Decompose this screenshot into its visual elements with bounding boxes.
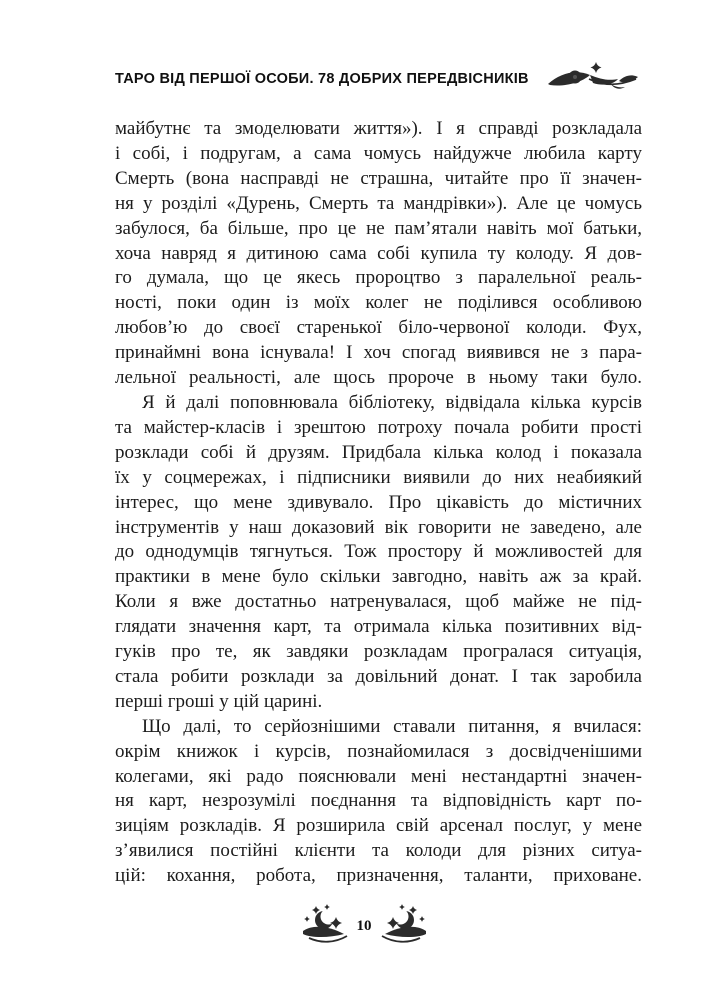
text-line: інтерес, що мене здивувало. Про цікавість до містичних [115,491,642,513]
moon-sparkle-flourish-icon [302,903,348,945]
text-line: глядати значення карт, та отримала кілька позитивних від- [115,616,642,638]
text-line: та майстер-класів і зрештою потроху почала робити прості [115,416,642,438]
body-text [115,117,642,889]
text-line: ня у розділі «Дурень, Смерть та мандрівки»). Але це чомусь [115,192,642,214]
text-line: зиціям розкладів. Я розширила свій арсенал послуг, у мене [115,815,642,837]
text-line: Що далі, то серйознішими ставали питання, я вчилася: [142,715,642,737]
page-header [115,64,648,94]
text-line: Коли я вже достатньо натренувалася, щоб майже не під- [115,591,642,613]
text-line: ності, поки один із моїх колег не поділився особливою [115,292,642,314]
text-line: хоча навряд я дитиною сама собі купила ту колоду. Я дов- [115,242,642,264]
text-line: до однодумців тягнуться. Тож простору й можливостей для [115,541,642,563]
page-number: 10 [356,917,372,934]
text-line: розклади собі й друзям. Придбала кілька колод і показала [115,441,642,463]
text-line: забулося, ба більше, про це не пам’ятали навіть мої батьки, [115,217,642,239]
text-line: любов’ю до своєї старенької біло-червоної колоди. Фух, [115,317,642,339]
text-line: принаймні вона існувала! І хоч спогад виявився не з пара- [115,342,642,364]
page-footer [0,903,728,945]
running-head-title: ТАРО ВІД ПЕРШОЇ ОСОБИ. 78 ДОБРИХ ПЕРЕДВІСНИКІВ [115,71,529,87]
text-line: го думала, що це якесь пророцтво з паралельної реаль- [115,267,642,289]
text-line: їх у соцмережах, і підписники виявили до них неабиякий [115,466,642,488]
text-line: перші гроші у цій царині. [115,690,323,712]
text-line: з’явилися постійні клієнти та колоди для різних ситуа- [115,840,642,862]
text-line: і собі, і подругам, а сама чомусь найдужче любила карту [115,142,642,164]
text-line: гуків про те, як завдяки розкладам програлася ситуація, [115,641,642,663]
text-line: лельної реальності, але щось пророче в ньому таки було. [115,367,642,389]
text-line: окрім книжок і курсів, познайомилася з досвідченішими [115,740,642,762]
text-line: колегами, які радо пояснювали мені нестандартні значен- [115,765,642,787]
text-line: стала робити розклади за довільний донат. І так заробила [115,665,642,687]
text-line: ня карт, незрозумілі поєднання та відповідність карт по- [115,790,642,812]
floral-flourish-icon [543,60,639,94]
text-line: практики в мене було скільки завгодно, навіть аж за край. [115,566,642,588]
text-line: цій: кохання, робота, призначення, таланти, приховане. [115,865,642,887]
text-line: Я й далі поповнювала бібліотеку, відвідала кілька курсів [142,391,642,413]
text-line: майбутнє та змоделювати життя»). І я справді розкладала [115,118,642,139]
text-line: Смерть (вона насправді не страшна, читайте про її значен- [115,167,642,189]
text-line: інструментів у наш доказовий вік говорити не заведено, але [115,516,642,538]
moon-sparkle-flourish-mirrored-icon [381,903,427,945]
